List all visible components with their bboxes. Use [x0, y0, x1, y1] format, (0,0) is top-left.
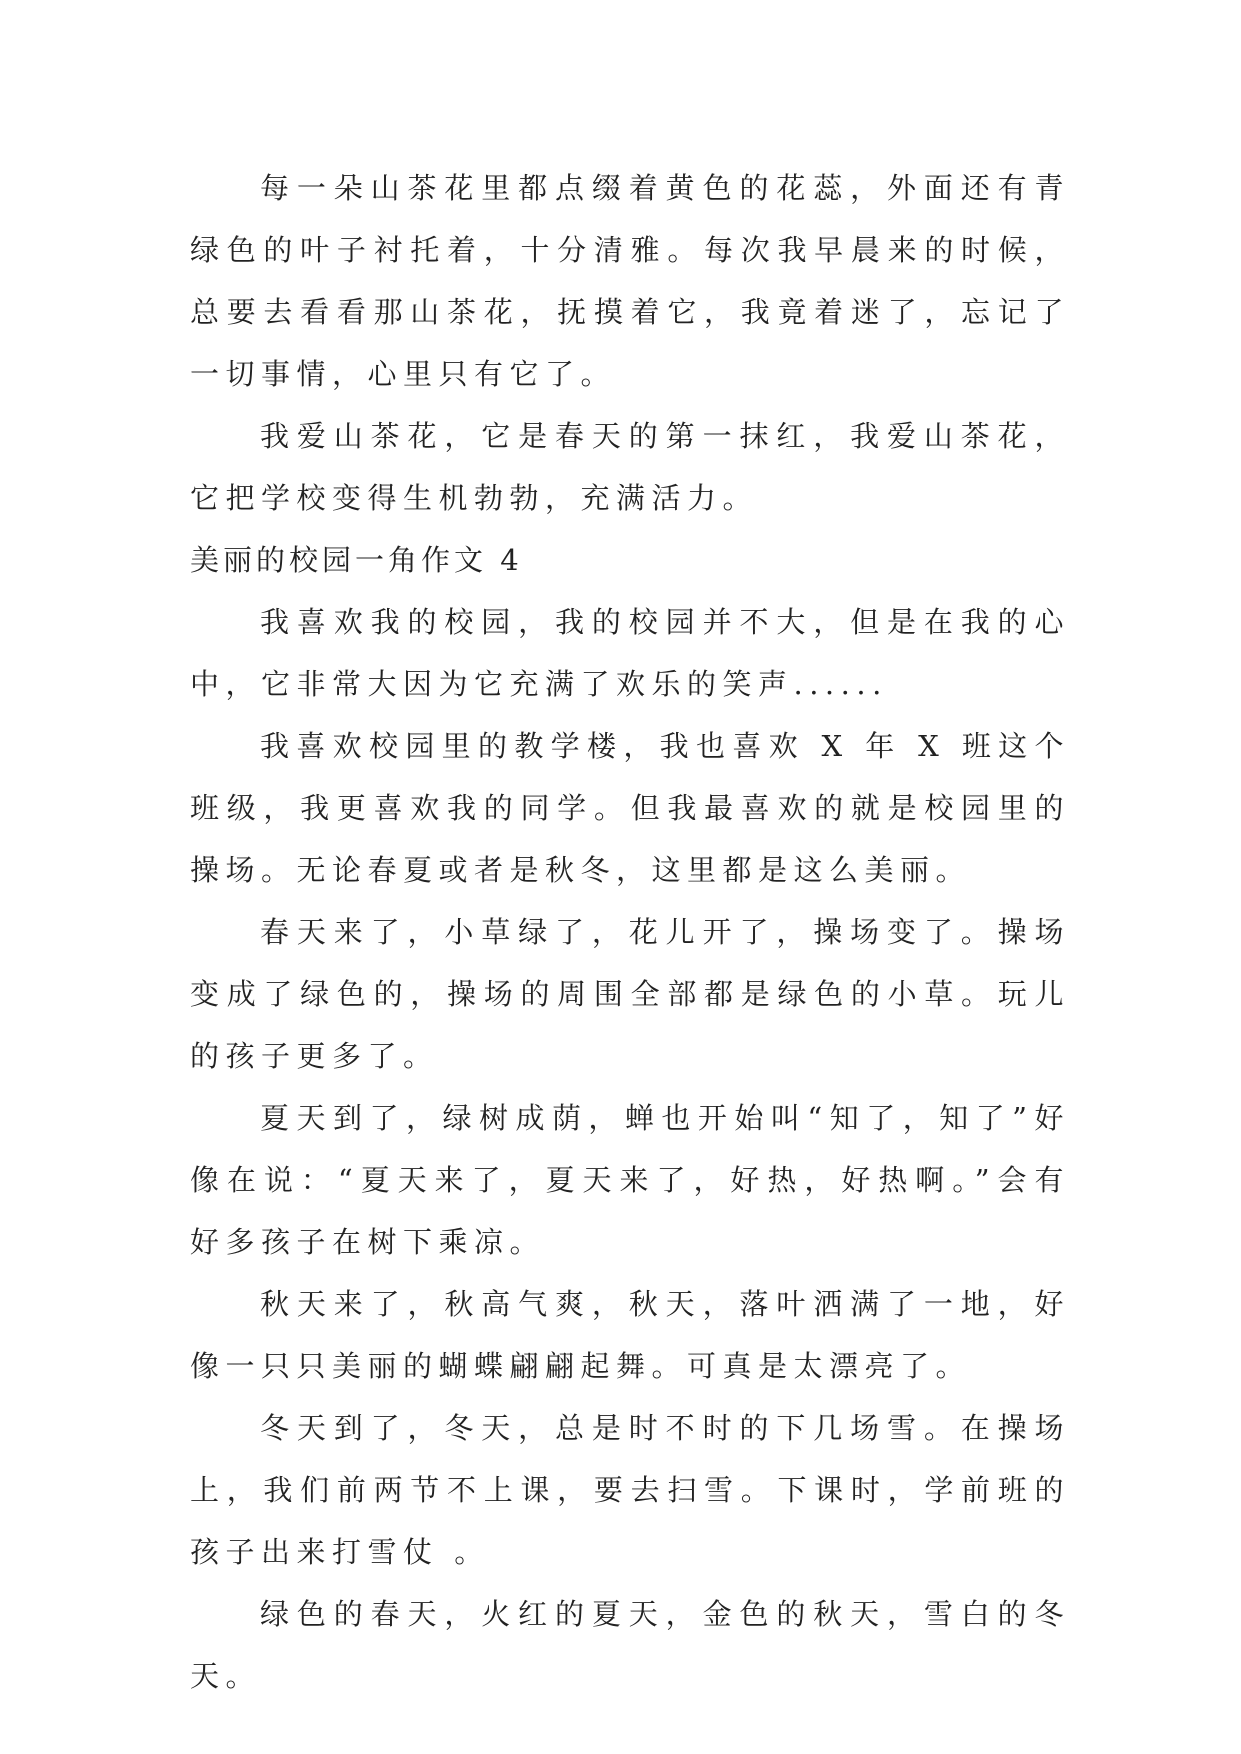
- document-page: [190, 157, 1070, 1707]
- paragraph-camellia-description: 每一朵山茶花里都点缀着黄色的花蕊，外面还有青绿色的叶子衬托着，十分清雅。每次我早晨来的时候，总要去看看那山茶花，抚摸着它，我竟着迷了，忘记了一切事情，心里只有它了。: [190, 171, 1070, 391]
- paragraph-seasons-summary: 绿色的春天，火红的夏天，金色的秋天，雪白的冬天。: [190, 1597, 1070, 1693]
- section-title: 美丽的校园一角作文 4: [190, 543, 523, 577]
- paragraph-campus-intro: 我喜欢我的校园，我的校园并不大，但是在我的心中，它非常大因为它充满了欢乐的笑声......: [190, 605, 1070, 701]
- paragraph-summer: 夏天到了，绿树成荫，蝉也开始叫“知了，知了”好像在说：“夏天来了，夏天来了，好热，好热啊。”会有好多孩子在树下乘凉。: [190, 1101, 1070, 1259]
- paragraph-camellia-love: 我爱山茶花，它是春天的第一抹红，我爱山茶花，它把学校变得生机勃勃，充满活力。: [190, 419, 1070, 515]
- paragraph-playground: 我喜欢校园里的教学楼，我也喜欢 X 年 X 班这个班级，我更喜欢我的同学。但我最喜欢的就是校园里的操场。无论春夏或者是秋冬，这里都是这么美丽。: [190, 729, 1070, 887]
- paragraph-spring: 春天来了，小草绿了，花儿开了，操场变了。操场变成了绿色的，操场的周围全部都是绿色的小草。玩儿的孩子更多了。: [190, 915, 1070, 1073]
- paragraph-winter: 冬天到了，冬天，总是时不时的下几场雪。在操场上，我们前两节不上课，要去扫雪。下课时，学前班的孩子出来打雪仗 。: [190, 1411, 1070, 1569]
- paragraph-autumn: 秋天来了，秋高气爽，秋天，落叶洒满了一地，好像一只只美丽的蝴蝶翩翩起舞。可真是太漂亮了。: [190, 1287, 1070, 1383]
